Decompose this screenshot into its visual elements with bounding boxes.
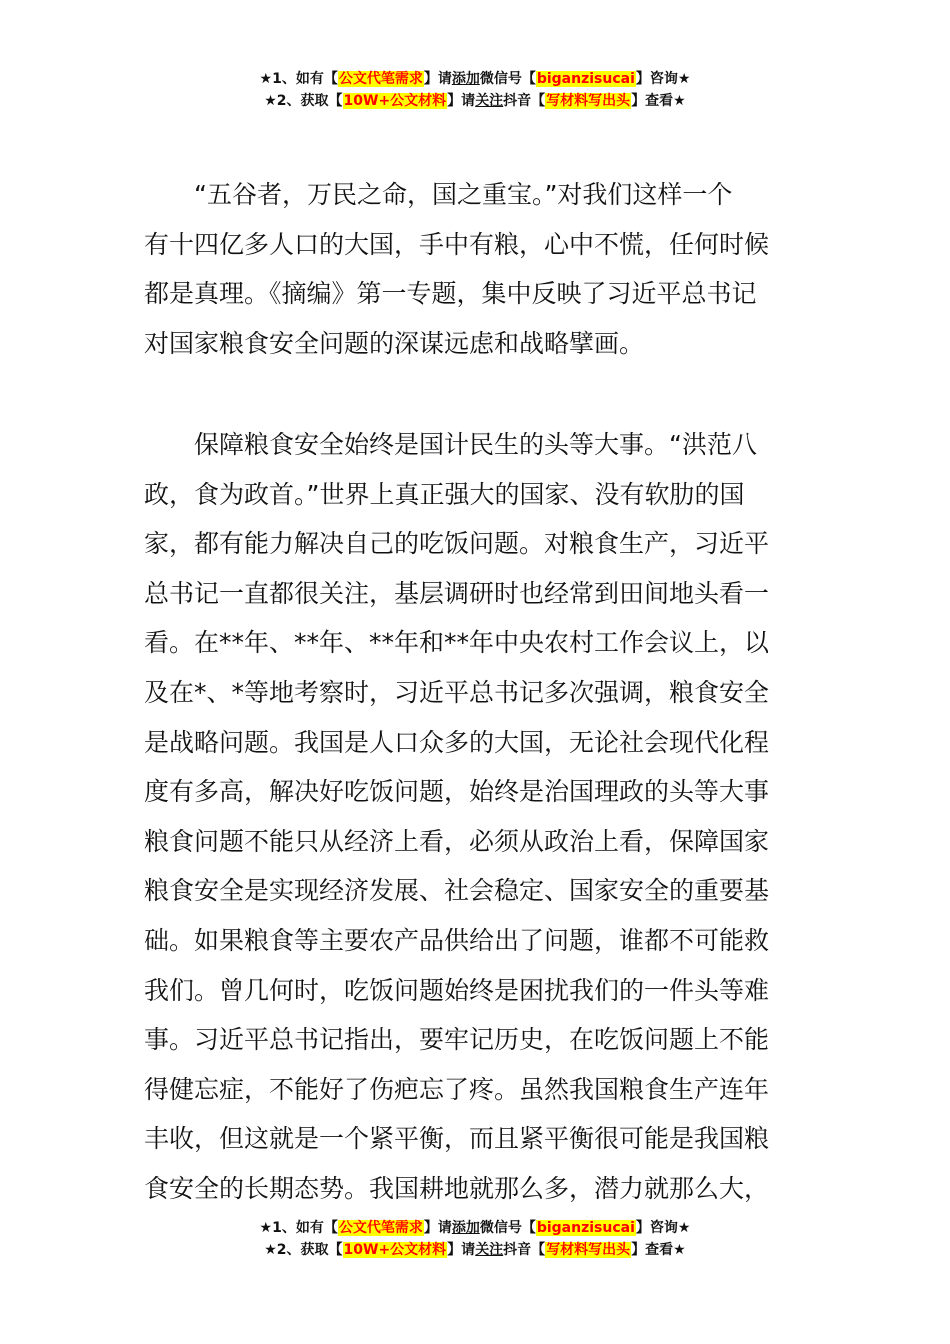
paragraph-1-line: 都是真理。《摘编》第一专题，集中反映了习近平总书记 [144,279,757,309]
paragraph-2-line: 得健忘症，不能好了伤疤忘了疼。虽然我国粮食生产连年 [144,1074,770,1104]
header-line-1 [0,68,950,90]
paragraph-2-line: 丰收，但这就是一个紧平衡，而且紧平衡很可能是我国粮 [144,1124,770,1154]
footer-line-2-prefix: ★2、获取【 [264,1242,343,1258]
header-line-1-text: 】请 [423,71,452,87]
paragraph-2-line: 粮食安全是实现经济发展、社会稳定、国家安全的重要基 [144,876,770,906]
header-banner [0,68,950,112]
footer-line-1-text-2: 微信号【 [479,1220,536,1236]
footer-underline-follow: 关注 [475,1242,504,1258]
footer-underline-add: 添加 [451,1220,480,1236]
header-line-2-text: 】请 [447,93,476,109]
footer-line-2-text: 】请 [447,1242,476,1258]
paragraph-2-line: 度有多高，解决好吃饭问题，始终是治国理政的头等大事 [144,777,770,807]
header-line-2 [0,90,950,112]
paragraph-1-line: 对国家粮食安全问题的深谋远虑和战略擘画。 [144,328,645,358]
header-line-2-prefix: ★2、获取【 [264,93,343,109]
footer-line-2 [0,1239,950,1261]
footer-line-1-text: 】请 [423,1220,452,1236]
paragraph-2-line: 食安全的长期态势。我国耕地就那么多，潜力就那么大， [144,1173,770,1203]
header-highlight-service: 公文代笔需求 [338,71,423,87]
header-highlight-wechat-id: biganzisucai [536,71,635,87]
footer-line-1-suffix: 】咨询★ [635,1220,691,1236]
footer-highlight-service: 公文代笔需求 [338,1220,423,1236]
header-underline-add: 添加 [451,71,480,87]
paragraph-2-line: 及在*、*等地考察时，习近平总书记多次强调，粮食安全 [144,677,770,707]
header-line-2-text-2: 抖音【 [503,93,546,109]
paragraph-2-line: 我们。曾几何时，吃饭问题始终是困扰我们的一件头等难 [144,975,770,1005]
footer-line-2-text-2: 抖音【 [503,1242,546,1258]
paragraph-2-line: 总书记一直都很关注，基层调研时也经常到田间地头看一 [144,578,770,608]
paragraph-2-line: 础。如果粮食等主要农产品供给出了问题，谁都不可能救 [144,925,770,955]
paragraph-2-line: 粮食问题不能只从经济上看，必须从政治上看，保障国家 [144,826,770,856]
paragraph-1-line: 有十四亿多人口的大国，手中有粮，心中不慌，任何时候 [144,229,770,259]
header-highlight-douyin-id: 写材料写出头 [546,93,631,109]
paragraph-2-line: 事。习近平总书记指出，要牢记历史，在吃饭问题上不能 [144,1025,770,1055]
footer-line-1 [0,1217,950,1239]
header-line-2-suffix: 】查看★ [631,93,686,109]
paragraph-2-line: 家，都有能力解决自己的吃饭问题。对粮食生产，习近平 [144,529,770,559]
paragraph-2 [144,420,810,1214]
paragraph-2-line: 是战略问题。我国是人口众多的大国，无论社会现代化程 [144,727,770,757]
header-underline-follow: 关注 [475,93,504,109]
footer-highlight-wechat-id: biganzisucai [536,1220,635,1236]
header-line-1-suffix: 】咨询★ [635,71,691,87]
paragraph-1 [144,170,810,368]
paragraph-2-line: 看。在**年、**年、**年和**年中央农村工作会议上，以 [144,628,770,658]
paragraph-2-line: 保障粮食安全始终是国计民生的头等大事。“洪范八 [194,430,757,459]
footer-highlight-materials: 10W+公文材料 [343,1242,447,1258]
footer-line-2-suffix: 】查看★ [631,1242,686,1258]
header-line-1-text-2: 微信号【 [479,71,536,87]
paragraph-2-line: 政，食为政首。”世界上真正强大的国家、没有软肋的国 [144,479,745,509]
header-line-1-prefix: ★1、如有【 [259,71,338,87]
footer-highlight-douyin-id: 写材料写出头 [546,1242,631,1258]
footer-line-1-prefix: ★1、如有【 [259,1220,338,1236]
header-highlight-materials: 10W+公文材料 [343,93,447,109]
paragraph-1-line: “五谷者，万民之命，国之重宝。”对我们这样一个 [194,180,733,209]
footer-banner [0,1217,950,1261]
